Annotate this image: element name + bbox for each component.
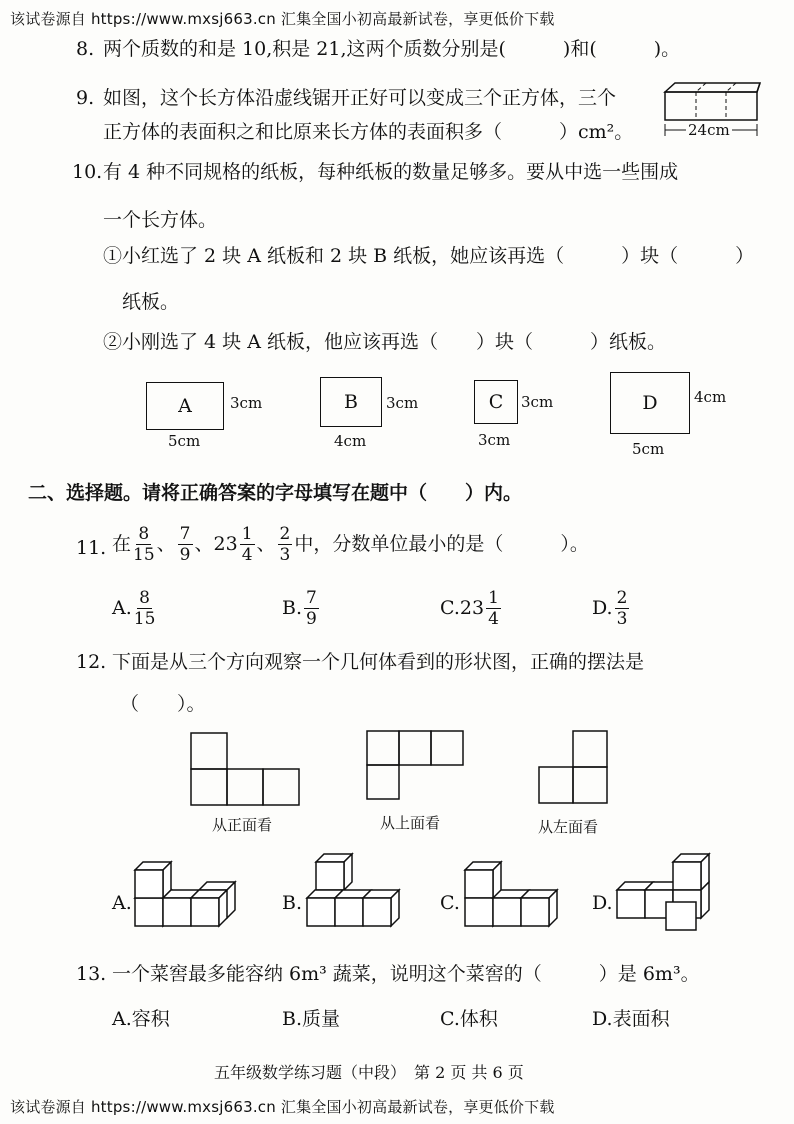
q10-line1: 有 4 种不同规格的纸板，每种纸板的数量足够多。要从中选一些围成: [103, 161, 679, 183]
q12-option-c[interactable]: C.: [440, 892, 460, 914]
q12-line1: 下面是从三个方向观察一个几何体看到的形状图，正确的摆法是: [112, 651, 645, 673]
source-footer: 该试卷源自 https://www.mxsj663.cn 汇集全国小初高最新试卷，享更低价下载: [10, 1098, 555, 1116]
cuboid-dimension: 24cm: [688, 121, 730, 139]
board-c-height: 3cm: [521, 393, 554, 411]
board-b-width: 4cm: [334, 432, 367, 450]
q13-option-d[interactable]: D.表面积: [592, 1008, 670, 1030]
board-c-label: C: [488, 391, 504, 413]
board-a-width: 5cm: [168, 432, 201, 450]
q11-prefix: 在: [112, 533, 132, 555]
front-view-label: 从正面看: [212, 816, 273, 834]
section-heading: 二、选择题。请将正确答案的字母填写在题中（ ）内。: [28, 482, 523, 504]
q12-number: 12.: [76, 651, 107, 673]
solid-b-figure: [306, 852, 416, 932]
mixed-23-1-4: 23 $\frac{1}{4}$: [213, 523, 253, 565]
q10-sub1: ①小红选了 2 块 A 纸板和 2 块 B 纸板，她应该再选（ ）块（ ）: [103, 245, 755, 267]
left-view-label: 从左面看: [538, 818, 599, 836]
fraction-7-9: $\frac{7}{9}$: [179, 523, 191, 565]
q11-option-c[interactable]: C. 23 $\frac{1}{4}$: [440, 587, 499, 629]
q10-line2: 一个长方体。: [103, 209, 218, 231]
q11-option-b[interactable]: B. $\frac{7}{9}$: [282, 587, 317, 629]
left-view-figure: [538, 730, 610, 806]
q12-option-d[interactable]: D.: [592, 892, 613, 914]
separator: 、: [256, 533, 276, 555]
q8-text: 两个质数的和是 10,积是 21,这两个质数分别是( )和( )。: [103, 38, 681, 60]
board-d-label: D: [642, 392, 658, 414]
q9-number: 9.: [76, 87, 95, 109]
q10-sub1-cont: 纸板。: [122, 291, 180, 313]
q12-option-b[interactable]: B.: [282, 892, 303, 914]
q13-option-b[interactable]: B.质量: [282, 1008, 341, 1030]
q12-line2: （ ）。: [120, 693, 206, 715]
q11-stem: [112, 520, 589, 568]
separator: 、: [156, 533, 176, 555]
board-b-height: 3cm: [386, 394, 419, 412]
fraction-8-15: $\frac{8}{15}$: [133, 523, 155, 565]
board-b-label: B: [344, 391, 358, 413]
board-d-width: 5cm: [632, 440, 665, 458]
front-view-figure: [190, 732, 302, 806]
top-view-figure: [366, 730, 466, 800]
board-d: [610, 372, 690, 434]
board-a-height: 3cm: [230, 394, 263, 412]
separator: 、: [194, 533, 214, 555]
q11-option-d[interactable]: D. $\frac{2}{3}$: [592, 587, 628, 629]
q10-sub2: ②小刚选了 4 块 A 纸板，他应该再选（ ）块（ ）纸板。: [103, 331, 666, 353]
q11-number: 11.: [76, 537, 107, 559]
source-header: 该试卷源自 https://www.mxsj663.cn 汇集全国小初高最新试卷，享更低价下载: [10, 10, 555, 28]
q11-option-a[interactable]: A. $\frac{8}{15}$: [112, 587, 156, 629]
q10-number: 10.: [72, 161, 103, 183]
board-c-width: 3cm: [478, 431, 511, 449]
q8-number: 8.: [76, 38, 95, 60]
solid-a-figure: [134, 858, 244, 934]
q13-text: 一个菜窖最多能容纳 6m³ 蔬菜，说明这个菜窖的（ ）是 6m³。: [112, 963, 700, 985]
board-b: [320, 377, 382, 427]
page-footer: 五年级数学练习题（中段） 第 2 页 共 6 页: [214, 1063, 524, 1082]
q11-suffix: 中，分数单位最小的是（ ）。: [294, 533, 589, 555]
q13-option-a[interactable]: A.容积: [112, 1008, 170, 1030]
q9-line1: 如图，这个长方体沿虚线锯开正好可以变成三个正方体，三个: [103, 87, 617, 109]
fraction-2-3: $\frac{2}{3}$: [279, 523, 291, 565]
q9-line2: 正方体的表面积之和比原来长方体的表面积多（ ）cm²。: [103, 121, 634, 143]
solid-d-figure: [616, 852, 726, 934]
board-c: [474, 380, 518, 424]
board-a-label: A: [178, 395, 192, 417]
board-d-height: 4cm: [694, 388, 727, 406]
top-view-label: 从上面看: [380, 814, 441, 832]
q13-option-c[interactable]: C.体积: [440, 1008, 498, 1030]
board-a: [146, 382, 224, 430]
q13-number: 13.: [76, 963, 107, 985]
solid-c-figure: [464, 858, 574, 934]
q12-option-a[interactable]: A.: [112, 892, 132, 914]
